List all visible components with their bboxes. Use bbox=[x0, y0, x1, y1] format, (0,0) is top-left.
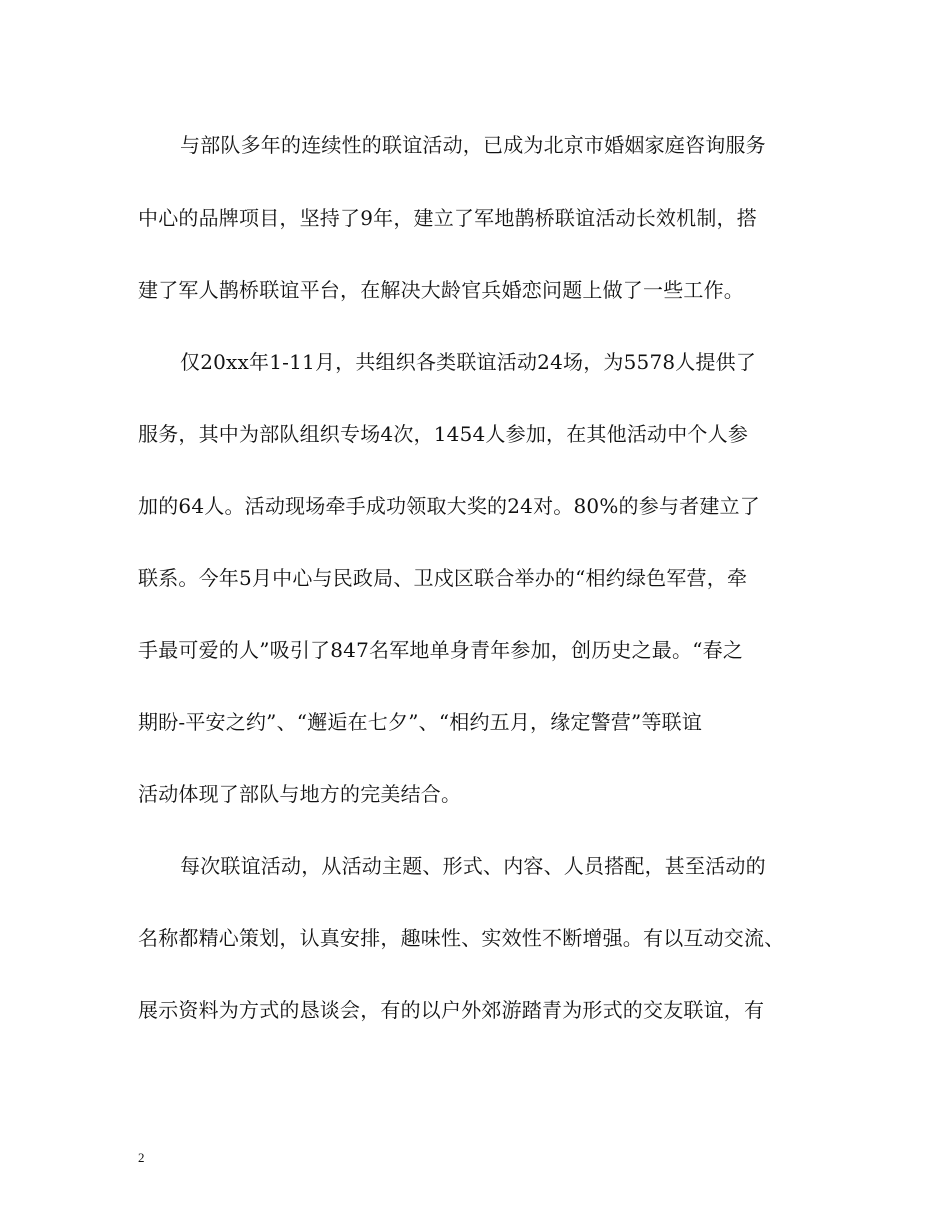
paragraph-1-line-1: 与部队多年的连续性的联谊活动，已成为北京市婚姻家庭咨询服务 bbox=[180, 133, 766, 157]
paragraph-3-line-2: 名称都精心策划，认真安排，趣味性、实效性不断增强。有以互动交流、 bbox=[138, 926, 785, 950]
page-number: 2 bbox=[138, 1150, 145, 1165]
paragraph-2-line-5: 手最可爱的人”吸引了847名军地单身青年参加，创历史之最。“春之 bbox=[138, 638, 744, 662]
paragraph-2-line-2: 服务，其中为部队组织专场4次，1454人参加，在其他活动中个人参 bbox=[138, 422, 749, 446]
paragraph-3-line-3: 展示资料为方式的恳谈会，有的以户外郊游踏青为形式的交友联谊，有 bbox=[138, 998, 765, 1022]
paragraph-3-line-1: 每次联谊活动，从活动主题、形式、内容、人员搭配，甚至活动的 bbox=[180, 854, 766, 878]
paragraph-2-line-1: 仅20xx年1-11月，共组织各类联谊活动24场，为5578人提供了 bbox=[180, 350, 757, 374]
paragraph-2-line-6: 期盼-平安之约”、“邂逅在七夕”、“相约五月，缘定警营”等联谊 bbox=[138, 710, 703, 734]
paragraph-1-line-3: 建了军人鹊桥联谊平台，在解决大龄官兵婚恋问题上做了一些工作。 bbox=[138, 278, 744, 302]
paragraph-2-line-4: 联系。今年5月中心与民政局、卫戍区联合举办的“相约绿色军营，牵 bbox=[138, 566, 748, 590]
paragraph-2-line-3: 加的64人。活动现场牵手成功领取大奖的24对。80%的参与者建立了 bbox=[138, 494, 760, 518]
paragraph-2-line-7: 活动体现了部队与地方的完美结合。 bbox=[138, 782, 462, 806]
paragraph-1-line-2: 中心的品牌项目，坚持了9年，建立了军地鹊桥联谊活动长效机制，搭 bbox=[138, 206, 757, 230]
